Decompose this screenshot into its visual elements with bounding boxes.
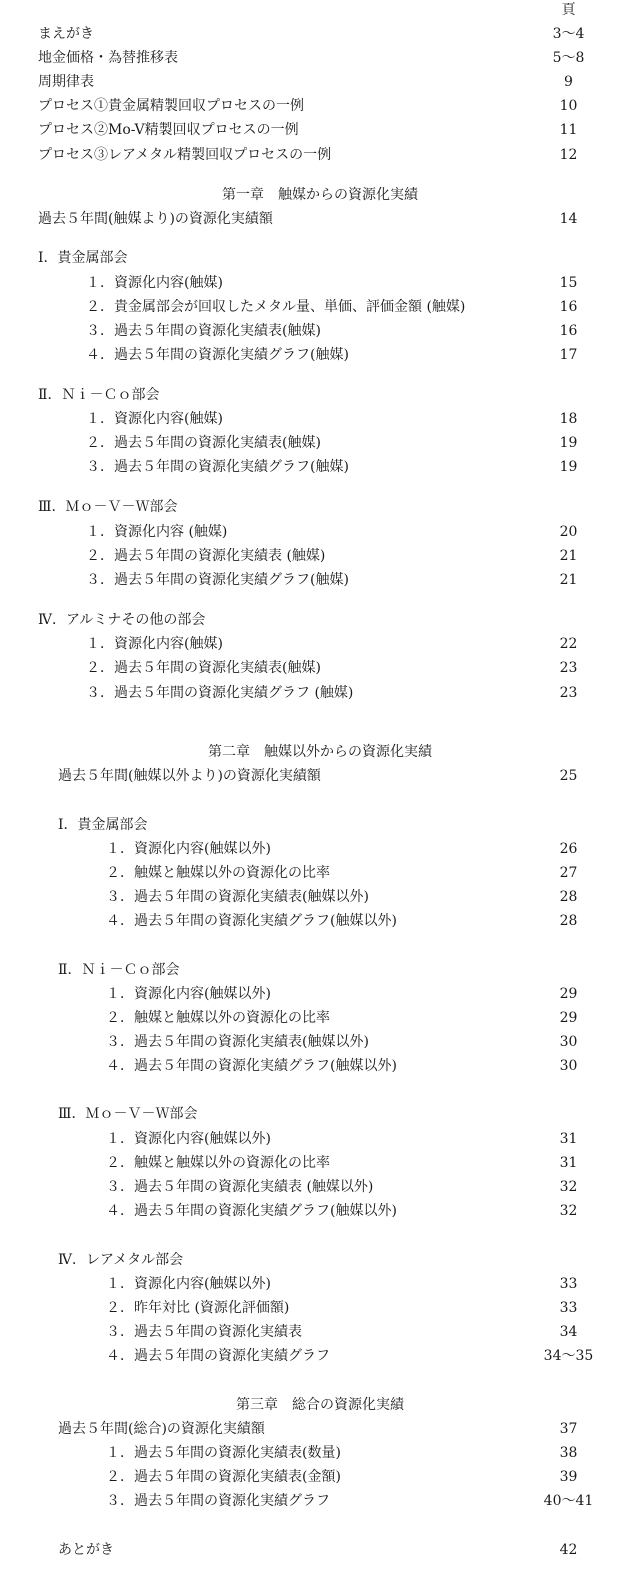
toc-entry-page: 28 <box>559 889 578 905</box>
toc-entry-title[interactable]: あとがき <box>58 1542 114 1558</box>
toc-entry-page: 23 <box>559 660 578 676</box>
toc-entry-title[interactable]: ２．触媒と触媒以外の資源化の比率 <box>106 865 330 881</box>
toc-entry-page: 31 <box>559 1131 578 1147</box>
toc-entry-page: 25 <box>559 768 578 784</box>
toc-entry-title[interactable]: ２．過去５年間の資源化実績表(触媒) <box>86 435 321 451</box>
toc-entry-title[interactable]: ２．貴金属部会が回収したメタル量、単価、評価金額 (触媒) <box>86 299 466 315</box>
toc-entry-title[interactable]: プロセス②Mo-V精製回収プロセスの一例 <box>38 122 299 138</box>
toc-entry-page: 31 <box>559 1155 578 1171</box>
toc-entry-page: 27 <box>559 865 578 881</box>
toc-entry-title[interactable]: ３．過去５年間の資源化実績表 (触媒以外) <box>106 1179 374 1195</box>
toc-entry-page: 19 <box>559 435 578 451</box>
toc-entry-title[interactable]: ４．過去５年間の資源化実績グラフ(触媒) <box>86 347 349 363</box>
toc-entry-title[interactable]: ４．過去５年間の資源化実績グラフ(触媒以外) <box>106 913 397 929</box>
toc-entry-page: 38 <box>559 1445 578 1461</box>
chapter-heading: 第三章 総合の資源化実績 <box>236 1397 404 1413</box>
toc-entry-title[interactable]: ４．過去５年間の資源化実績グラフ <box>106 1348 330 1364</box>
toc-entry-page: 15 <box>559 275 578 291</box>
toc-entry-page: 21 <box>559 572 578 588</box>
chapter-heading: 第二章 触媒以外からの資源化実績 <box>208 744 432 760</box>
section-heading[interactable]: Ⅲ．Ｍｏ－Ｖ－Ｗ部会 <box>58 1106 198 1122</box>
section-heading[interactable]: Ⅳ．レアメタル部会 <box>58 1252 184 1268</box>
toc-entry-title[interactable]: プロセス③レアメタル精製回収プロセスの一例 <box>38 147 332 163</box>
toc-entry-title[interactable]: １．資源化内容(触媒) <box>86 275 223 291</box>
toc-entry-title[interactable]: ２．過去５年間の資源化実績表 (触媒) <box>86 548 326 564</box>
toc-entry-page: 9 <box>564 74 573 90</box>
toc-entry-title[interactable]: ２．触媒と触媒以外の資源化の比率 <box>106 1155 330 1171</box>
toc-entry-title[interactable]: １．資源化内容(触媒以外) <box>106 1131 271 1147</box>
toc-entry-page: 32 <box>559 1179 578 1195</box>
toc-entry-title[interactable]: １．資源化内容(触媒) <box>86 411 223 427</box>
toc-entry-page: 22 <box>559 636 578 652</box>
toc-entry-page: 32 <box>559 1203 578 1219</box>
toc-entry-title[interactable]: １．資源化内容(触媒以外) <box>106 986 271 1002</box>
toc-entry-title[interactable]: ２．触媒と触媒以外の資源化の比率 <box>106 1010 330 1026</box>
toc-entry-page: 30 <box>559 1058 578 1074</box>
toc-entry-page: 33 <box>559 1276 578 1292</box>
toc-entry-page: 12 <box>559 147 578 163</box>
toc-entry-page: 29 <box>559 1010 578 1026</box>
toc-entry-page: 40～41 <box>543 1493 594 1509</box>
toc-entry-title[interactable]: ２．過去５年間の資源化実績表(金額) <box>106 1469 341 1485</box>
toc-entry-title[interactable]: まえがき <box>38 26 94 42</box>
toc-entry-page: 10 <box>559 98 578 114</box>
toc-entry-title[interactable]: ３．過去５年間の資源化実績グラフ <box>106 1493 330 1509</box>
toc-entry-title[interactable]: ３．過去５年間の資源化実績グラフ (触媒) <box>86 685 354 701</box>
toc-entry-title[interactable]: ４．過去５年間の資源化実績グラフ(触媒以外) <box>106 1203 397 1219</box>
chapter-heading: 第一章 触媒からの資源化実績 <box>222 187 418 203</box>
toc-entry-page: 26 <box>559 841 578 857</box>
toc-entry-title[interactable]: プロセス①貴金属精製回収プロセスの一例 <box>38 98 304 114</box>
toc-entry-page: 21 <box>559 548 578 564</box>
toc-entry-page: 33 <box>559 1300 578 1316</box>
toc-entry-page: 42 <box>559 1542 578 1558</box>
toc-entry-page: 18 <box>559 411 578 427</box>
toc-entry-page: 17 <box>559 347 578 363</box>
toc-entry-page: 34～35 <box>543 1348 594 1364</box>
toc-entry-title[interactable]: １．資源化内容(触媒以外) <box>106 841 271 857</box>
toc-entry-title[interactable]: 過去５年間(触媒より)の資源化実績額 <box>38 211 273 227</box>
toc-entry-page: 11 <box>559 122 578 138</box>
toc-entry-page: 14 <box>559 211 578 227</box>
section-heading[interactable]: Ⅲ．Ｍｏ－Ｖ－Ｗ部会 <box>38 499 178 515</box>
toc-entry-page: 29 <box>559 986 578 1002</box>
toc-entry-page: 5～8 <box>552 50 585 66</box>
section-heading[interactable]: Ⅱ．Ｎｉ－Ｃｏ部会 <box>58 962 180 978</box>
toc-entry-title[interactable]: ３．過去５年間の資源化実績グラフ(触媒) <box>86 459 349 475</box>
toc-entry-title[interactable]: １．資源化内容(触媒) <box>86 636 223 652</box>
toc-entry-page: 20 <box>559 524 578 540</box>
toc-entry-title[interactable]: 過去５年間(総合)の資源化実績額 <box>58 1421 265 1437</box>
toc-entry-title[interactable]: 地金価格・為替推移表 <box>38 50 178 66</box>
section-heading[interactable]: Ⅰ．貴金属部会 <box>38 250 128 266</box>
section-heading[interactable]: Ⅰ．貴金属部会 <box>58 817 148 833</box>
page-column-header: 頁 <box>561 2 576 18</box>
toc-entry-title[interactable]: ３．過去５年間の資源化実績グラフ(触媒) <box>86 572 349 588</box>
toc-entry-title[interactable]: ３．過去５年間の資源化実績表 <box>106 1324 302 1340</box>
toc-entry-title[interactable]: ３．過去５年間の資源化実績表(触媒以外) <box>106 1034 369 1050</box>
toc-entry-page: 3～4 <box>552 26 585 42</box>
section-heading[interactable]: Ⅱ．Ｎｉ－Ｃｏ部会 <box>38 387 160 403</box>
toc-entry-title[interactable]: １．資源化内容 (触媒) <box>86 524 228 540</box>
toc-entry-page: 34 <box>559 1324 578 1340</box>
section-heading[interactable]: Ⅳ．アルミナその他の部会 <box>38 612 206 628</box>
toc-entry-page: 30 <box>559 1034 578 1050</box>
toc-entry-title[interactable]: 周期律表 <box>38 74 94 90</box>
toc-entry-page: 28 <box>559 913 578 929</box>
toc-entry-page: 39 <box>559 1469 578 1485</box>
toc-entry-page: 23 <box>559 685 578 701</box>
toc-entry-page: 16 <box>559 299 578 315</box>
toc-entry-title[interactable]: １．過去５年間の資源化実績表(数量) <box>106 1445 341 1461</box>
toc-entry-page: 19 <box>559 459 578 475</box>
toc-entry-title[interactable]: ２．昨年対比 (資源化評価額) <box>106 1300 290 1316</box>
toc-entry-title[interactable]: １．資源化内容(触媒以外) <box>106 1276 271 1292</box>
toc-entry-title[interactable]: ２．過去５年間の資源化実績表(触媒) <box>86 660 321 676</box>
toc-entry-title[interactable]: ３．過去５年間の資源化実績表(触媒以外) <box>106 889 369 905</box>
toc-entry-title[interactable]: ４．過去５年間の資源化実績グラフ(触媒以外) <box>106 1058 397 1074</box>
toc-entry-title[interactable]: ３．過去５年間の資源化実績表(触媒) <box>86 323 321 339</box>
toc-entry-page: 37 <box>559 1421 578 1437</box>
toc-entry-page: 16 <box>559 323 578 339</box>
toc-entry-title[interactable]: 過去５年間(触媒以外より)の資源化実績額 <box>58 768 321 784</box>
